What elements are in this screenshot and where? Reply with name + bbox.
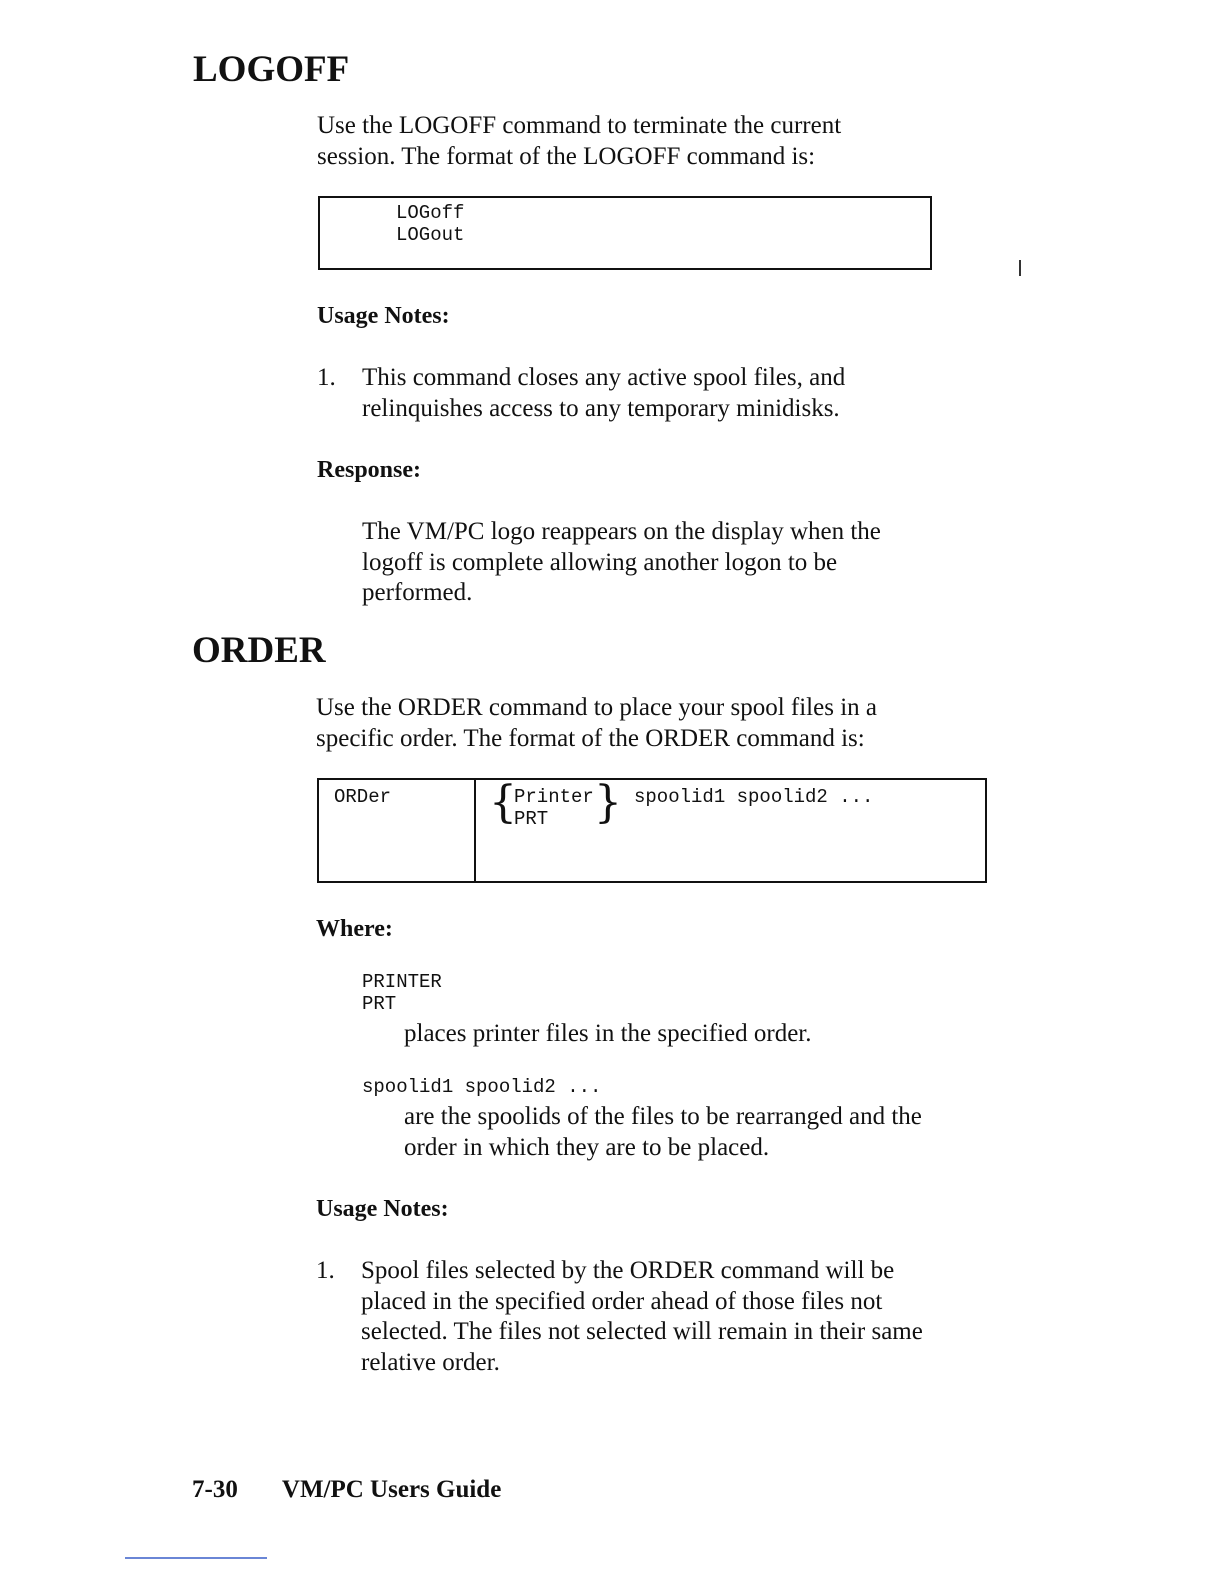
where-description-line: order in which they are to be placed. [404, 1133, 770, 1161]
book-title: VM/PC Users Guide [281, 1476, 502, 1503]
logoff-usage-note [362, 363, 845, 424]
order-usage-heading: Usage Notes: [316, 1196, 449, 1222]
where-term: spoolid1 spoolid2 ... [362, 1076, 602, 1098]
usage-line: relative order. [361, 1348, 500, 1376]
logoff-usage-number: 1. [317, 364, 336, 391]
response-line: logoff is complete allowing another logon to be [362, 548, 838, 576]
where-term: PRT [362, 993, 397, 1015]
syntax-line: LOGout [396, 224, 465, 246]
logoff-syntax-box [318, 196, 932, 270]
page-number: 7-30 [192, 1476, 238, 1503]
where-description [404, 1102, 922, 1163]
usage-line: Spool files selected by the ORDER command will be [361, 1257, 895, 1284]
logoff-intro-line: Use the LOGOFF command to terminate the current [317, 112, 842, 139]
order-intro-line: Use the ORDER command to place your spool files in a [316, 694, 877, 721]
page-footer [192, 1475, 501, 1505]
order-usage-number: 1. [316, 1257, 335, 1284]
left-brace-icon: { [489, 777, 517, 828]
where-term-printer [362, 971, 442, 1015]
syntax-command: ORDer [334, 786, 392, 808]
where-description: places printer files in the specified order. [404, 1020, 812, 1047]
syntax-option-prt: PRT [514, 808, 549, 830]
usage-line: placed in the specified order ahead of those files not [361, 1287, 883, 1315]
usage-line: relinquishes access to any temporary minidisks. [362, 394, 840, 422]
usage-line: selected. The files not selected will remain in their same [361, 1318, 923, 1345]
response-line: performed. [362, 579, 473, 606]
order-usage-note [361, 1256, 923, 1378]
change-bar [1019, 260, 1021, 276]
syntax-line: LOGoff [396, 202, 465, 224]
logoff-response-text [362, 517, 881, 609]
order-intro [316, 693, 877, 754]
where-description-line: are the spoolids of the files to be rearranged and the [404, 1103, 922, 1130]
syntax-option-printer: Printer [514, 786, 594, 808]
order-syntax-box [317, 778, 987, 883]
logoff-intro [317, 111, 841, 172]
order-heading: ORDER [192, 630, 326, 671]
logoff-response-heading: Response: [317, 457, 422, 483]
syntax-operands: spoolid1 spoolid2 ... [634, 786, 874, 808]
usage-line: This command closes any active spool files, and [362, 364, 846, 391]
logoff-intro-line: session. The format of the LOGOFF command is: [317, 142, 816, 170]
syntax-divider [474, 780, 476, 881]
response-line: The VM/PC logo reappears on the display when the [362, 518, 881, 545]
logoff-heading: LOGOFF [193, 49, 350, 90]
order-intro-line: specific order. The format of the ORDER command is: [316, 724, 865, 752]
where-term: PRINTER [362, 971, 442, 993]
right-brace-icon: } [594, 777, 622, 828]
bottom-rule [125, 1557, 267, 1559]
order-where-heading: Where: [316, 916, 393, 942]
logoff-usage-heading: Usage Notes: [317, 303, 450, 329]
